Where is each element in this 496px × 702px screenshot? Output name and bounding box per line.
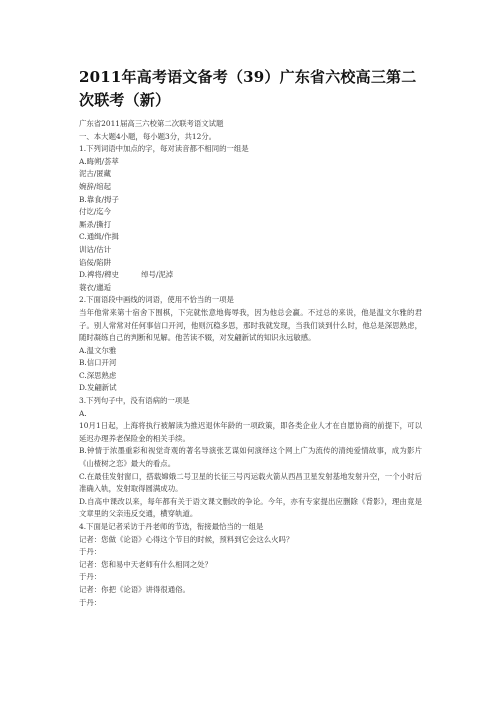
q1-option-b: B.靠食/拇子 [79, 194, 119, 204]
q1-option-d [79, 269, 422, 282]
q1-option-c-pair2: 训诂/估计 [79, 244, 112, 254]
q1-option-b-pair2: 付讫/迄今 [79, 207, 112, 217]
q1-option-c: C.通缉/作揖 [79, 232, 119, 242]
exam-header: 广东省2011届高三六校第二次联考语文试题 [79, 119, 224, 128]
dialogue-line: 记者：您和易中天老师有什么相同之处？ [79, 559, 213, 569]
section-heading: 一、本大题4小题，每小题3分，共12分。 [79, 131, 217, 141]
q1-option-c-pair3: 谄佞/陷阱 [79, 257, 112, 267]
q2-option-c: C.深思熟虑 [79, 370, 117, 380]
dialogue-line: 于丹： [79, 572, 102, 582]
q1-option-a-pair2: 泥古/匿藏 [79, 169, 112, 179]
q3-option-b: B.钟情于浓墨重彩和视觉奇观的著名导演张艺谋如何演绎这个网上广为流传的清纯爱情故事，成为影片《山楂树之恋》最大的看点。 [79, 446, 422, 469]
q2-option-d: D.发翩新试 [79, 383, 117, 393]
q1-option-a-pair3: 婉辞/绾起 [79, 181, 112, 191]
q2-option-a: A.温文尔雅 [79, 345, 117, 355]
q1-option-d-pair1: D.裨将/稗史 [79, 270, 120, 280]
dialogue-line: 记者：你把《论语》讲得很通俗。 [79, 584, 190, 594]
document-title: 2011年高考语文备考（39）广东省六校高三第二次联考（新） [79, 68, 417, 109]
q1-option-a: A.晦朔/荟萃 [79, 156, 119, 166]
question-4-title: 4.下面是记者采访于丹老师的节选，衔接最恰当的一组是 [79, 522, 264, 531]
question-3-title: 3.下列句子中，没有语病的一项是 [79, 396, 190, 406]
document-page [79, 66, 422, 609]
q1-option-b-pair3: 厮杀/撕打 [79, 219, 112, 229]
dialogue-line: 于丹： [79, 597, 102, 607]
question-2-passage: 当年他常来第十宿舍下围棋，下完就怅意地侮辱我，因为他总会赢。不过总的来说，他是温文尔雅的君子。别人常常对任何事信口开河，他则沉稳多思，那时我就发现，当我们谈到什么时，他总是深思熟虑，随时凝练自己的判断和见解。他苦读不辍，对发翩新试的知识永远敏感。 [79, 307, 422, 343]
document-body [79, 118, 422, 609]
q3-option-a-label: A. [79, 408, 87, 418]
question-2-title: 2.下面语段中画线的词语，使用不恰当的一项是 [79, 295, 234, 305]
q1-option-d-pair3: 蓑衣/邋逅 [79, 282, 112, 292]
q2-option-b: B.信口开河 [79, 358, 117, 368]
q3-option-a-text: 10月1日起，上海将执行被解读为推迟退休年龄的一项政策，即各类企业人才在自愿协商的前提下，可以延迟办理养老保险金的相关手续。 [79, 421, 422, 443]
q1-option-d-pair2: 绰号/泥淖 [141, 270, 174, 280]
question-1-title: 1.下列词语中加点的字，每对读音都不相同的一组是 [79, 144, 249, 154]
q3-option-c: C.在最佳发射窗口，搭载嫦娥二号卫星的长征三号丙运载火箭从西昌卫星发射基地发射升空，一个小时后准确入轨，发射取得圆满成功。 [79, 471, 422, 494]
dialogue-line: 记者：您做《论语》心得这个节目的时候，预料到它会这么火吗？ [79, 534, 294, 544]
q3-option-d: D.自高中课改以来，每年都有关于语文课文删改的争论。今年，亦有专家提出应删除《背影》，理由竟是文章里的父亲违反交通，横穿轨道。 [79, 496, 422, 519]
dialogue-line: 于丹： [79, 547, 102, 557]
